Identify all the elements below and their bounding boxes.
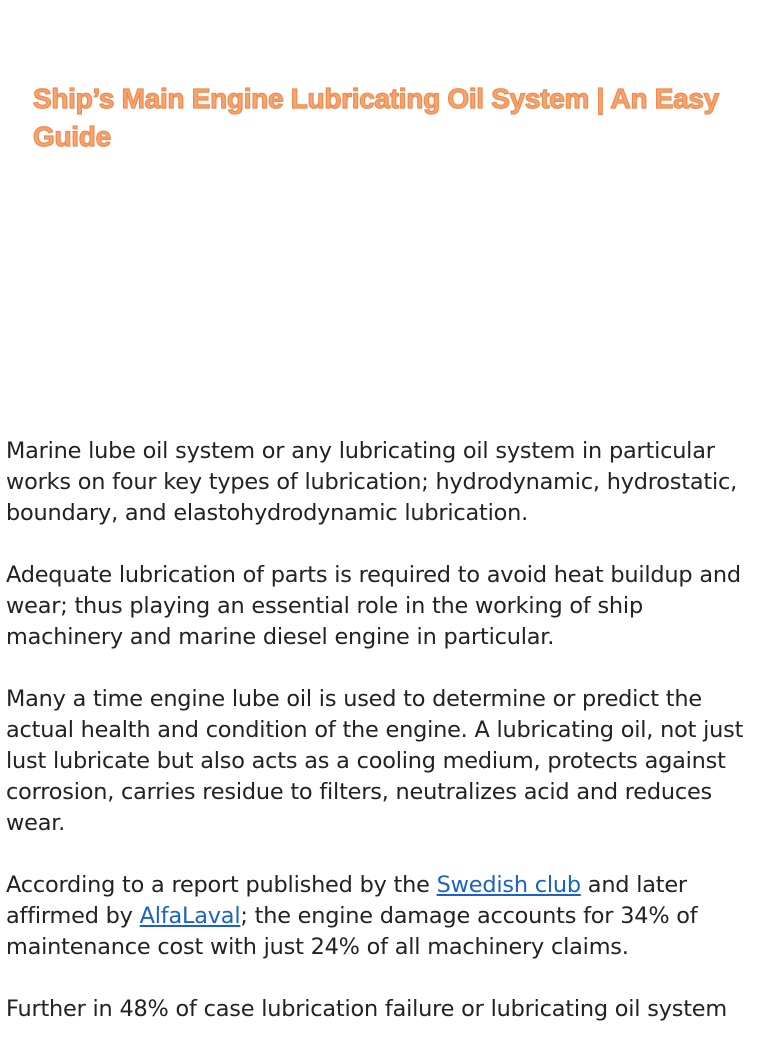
paragraph-engine-health: Many a time engine lube oil is used to determine or predict the actual health and condition of the engine. A lubricating oil, not just lust lubricate but also acts as a cooling medium, protects against corrosion, carries residue to filters, neutralizes acid and reduces wear.: [6, 686, 744, 836]
paragraph-lubrication-types: Marine lube oil system or any lubricating oil system in particular works on four key types of lubrication; hydrodynamic, hydrostatic, boundary, and elastohydrodynamic lubrication.: [6, 438, 737, 526]
report-text-middle: and later affirmed by: [6, 872, 687, 929]
paragraph-lubrication-failure: Further in 48% of case lubrication failure or lubricating oil system: [6, 996, 727, 1022]
article-body: [6, 436, 758, 1056]
paragraph-damage-report: [6, 870, 758, 963]
report-text-end: ; the engine damage accounts for 34% of maintenance cost with just 24% of all machinery claims.: [6, 903, 698, 960]
report-text-intro: According to a report published by the: [6, 872, 437, 898]
article-title: Ship’s Main Engine Lubricating Oil System | An Easy Guide: [33, 83, 719, 152]
swedish-club-link[interactable]: Swedish club: [436, 872, 581, 898]
alfalaval-link[interactable]: AlfaLaval: [139, 903, 241, 929]
paragraph-adequate-lubrication: Adequate lubrication of parts is required to avoid heat buildup and wear; thus playing an essential role in the working of ship machinery and marine diesel engine in particular.: [6, 562, 741, 650]
